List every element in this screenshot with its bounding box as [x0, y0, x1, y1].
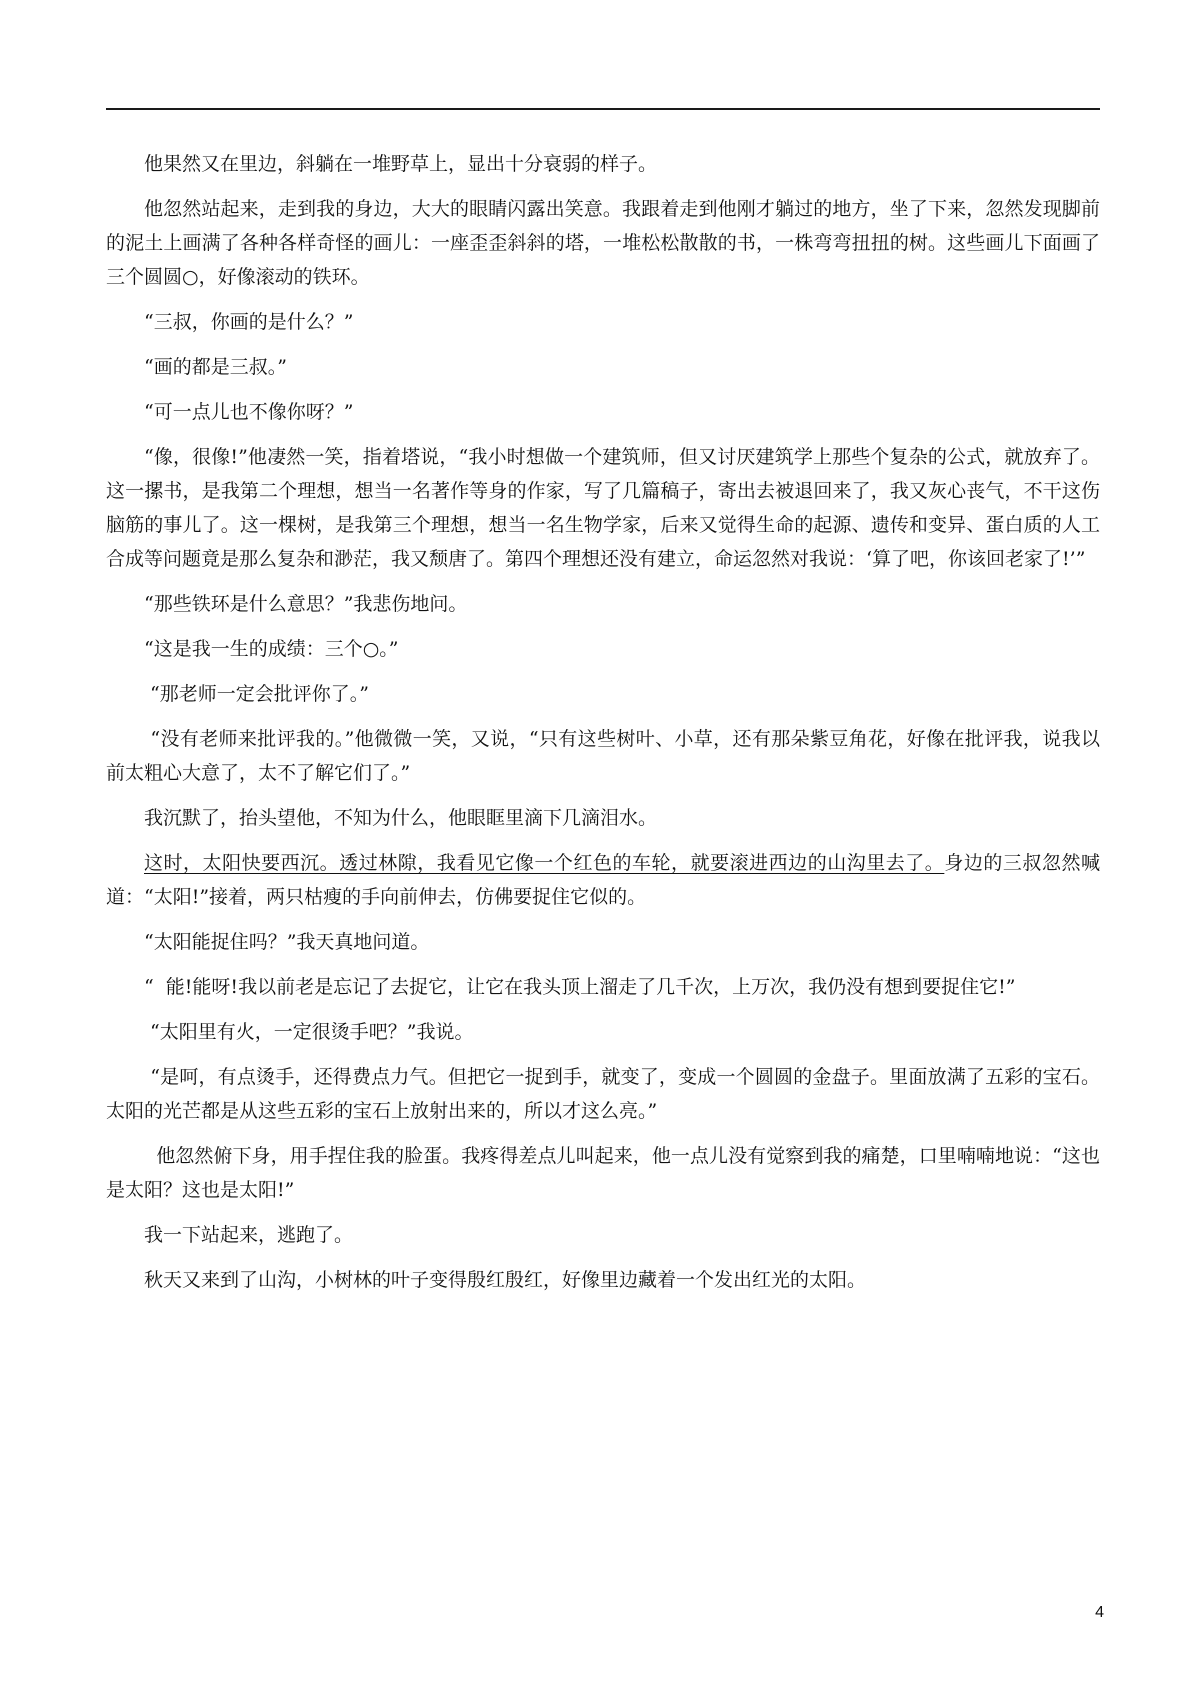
underlined-sentence: 这时，太阳快要西沉。透过林隙，我看见它像一个红色的车轮，就要滚进西边的山沟里去了。 [144, 852, 945, 874]
paragraph-rest: 身边的三叔忽然喊道：“太阳!”接着，两只枯瘦的手向前伸去，仿佛要捉住它似的。 [106, 852, 1100, 908]
paragraph: “太阳能捉住吗？”我天真地问道。 [144, 931, 430, 953]
paragraph: “ 能!能呀!我以前老是忘记了去捉它，让它在我头顶上溜走了几千次，上万次，我仍没有想到要捉住它!” [144, 976, 1016, 998]
paragraph: “那些铁环是什么意思？”我悲伤地问。 [144, 593, 468, 615]
paragraph: “那老师一定会批评你了。” [144, 683, 369, 705]
paragraph: “这是我一生的成绩：三个○。” [144, 638, 399, 660]
paragraph: “可一点儿也不像你呀？” [144, 401, 354, 423]
paragraph: “三叔，你画的是什么？” [144, 311, 354, 333]
header-rule [106, 108, 1100, 110]
paragraph: “太阳里有火，一定很烫手吧？”我说。 [144, 1021, 474, 1043]
paragraph: 他忽然站起来，走到我的身边，大大的眼睛闪露出笑意。我跟着走到他刚才躺过的地方，坐了下来，忽然发现脚前的泥土上画满了各种各样奇怪的画儿：一座歪歪斜斜的塔，一堆松松散散的书，一株弯弯扭扭的树。这些画儿下面画了三个圆圆○，好像滚动的铁环。 [106, 198, 1100, 288]
paragraph: “画的都是三叔。” [144, 356, 287, 378]
paragraph: 他果然又在里边，斜躺在一堆野草上，显出十分衰弱的样子。 [144, 153, 658, 175]
paragraph: “没有老师来批评我的。”他微微一笑，又说，“只有这些树叶、小草，还有那朵紫豆角花，好像在批评我，说我以前太粗心大意了，太不了解它们了。” [106, 728, 1100, 784]
paragraph: 我沉默了，抬头望他，不知为什么，他眼眶里滴下几滴泪水。 [144, 807, 658, 829]
paragraph-with-underline [106, 846, 1100, 914]
paragraph: “像，很像!”他凄然一笑，指着塔说，“我小时想做一个建筑师，但又讨厌建筑学上那些个复杂的公式，就放弃了。这一摞书，是我第二个理想，想当一名著作等身的作家，写了几篇稿子，寄出去被退回来了，我又灰心丧气，不干这伤脑筋的事儿了。这一棵树，是我第三个理想，想当一名生物学家，后来又觉得生命的起源、遗传和变异、蛋白质的人工合成等问题竟是那么复杂和渺茫，我又颓唐了。第四个理想还没有建立，命运忽然对我说：‘算了吧，你该回老家了!’” [106, 446, 1100, 570]
document-body [106, 147, 1100, 1308]
page-number: 4 [1095, 1604, 1104, 1621]
paragraph: 他忽然俯下身，用手捏住我的脸蛋。我疼得差点儿叫起来，他一点儿没有觉察到我的痛楚，口里喃喃地说：“这也是太阳？这也是太阳!” [106, 1145, 1100, 1201]
paragraph: “是呵，有点烫手，还得费点力气。但把它一捉到手，就变了，变成一个圆圆的金盘子。里面放满了五彩的宝石。太阳的光芒都是从这些五彩的宝石上放射出来的，所以才这么亮。” [106, 1066, 1101, 1122]
paragraph: 我一下站起来，逃跑了。 [144, 1224, 354, 1246]
paragraph: 秋天又来到了山沟，小树林的叶子变得殷红殷红，好像里边藏着一个发出红光的太阳。 [144, 1269, 867, 1291]
